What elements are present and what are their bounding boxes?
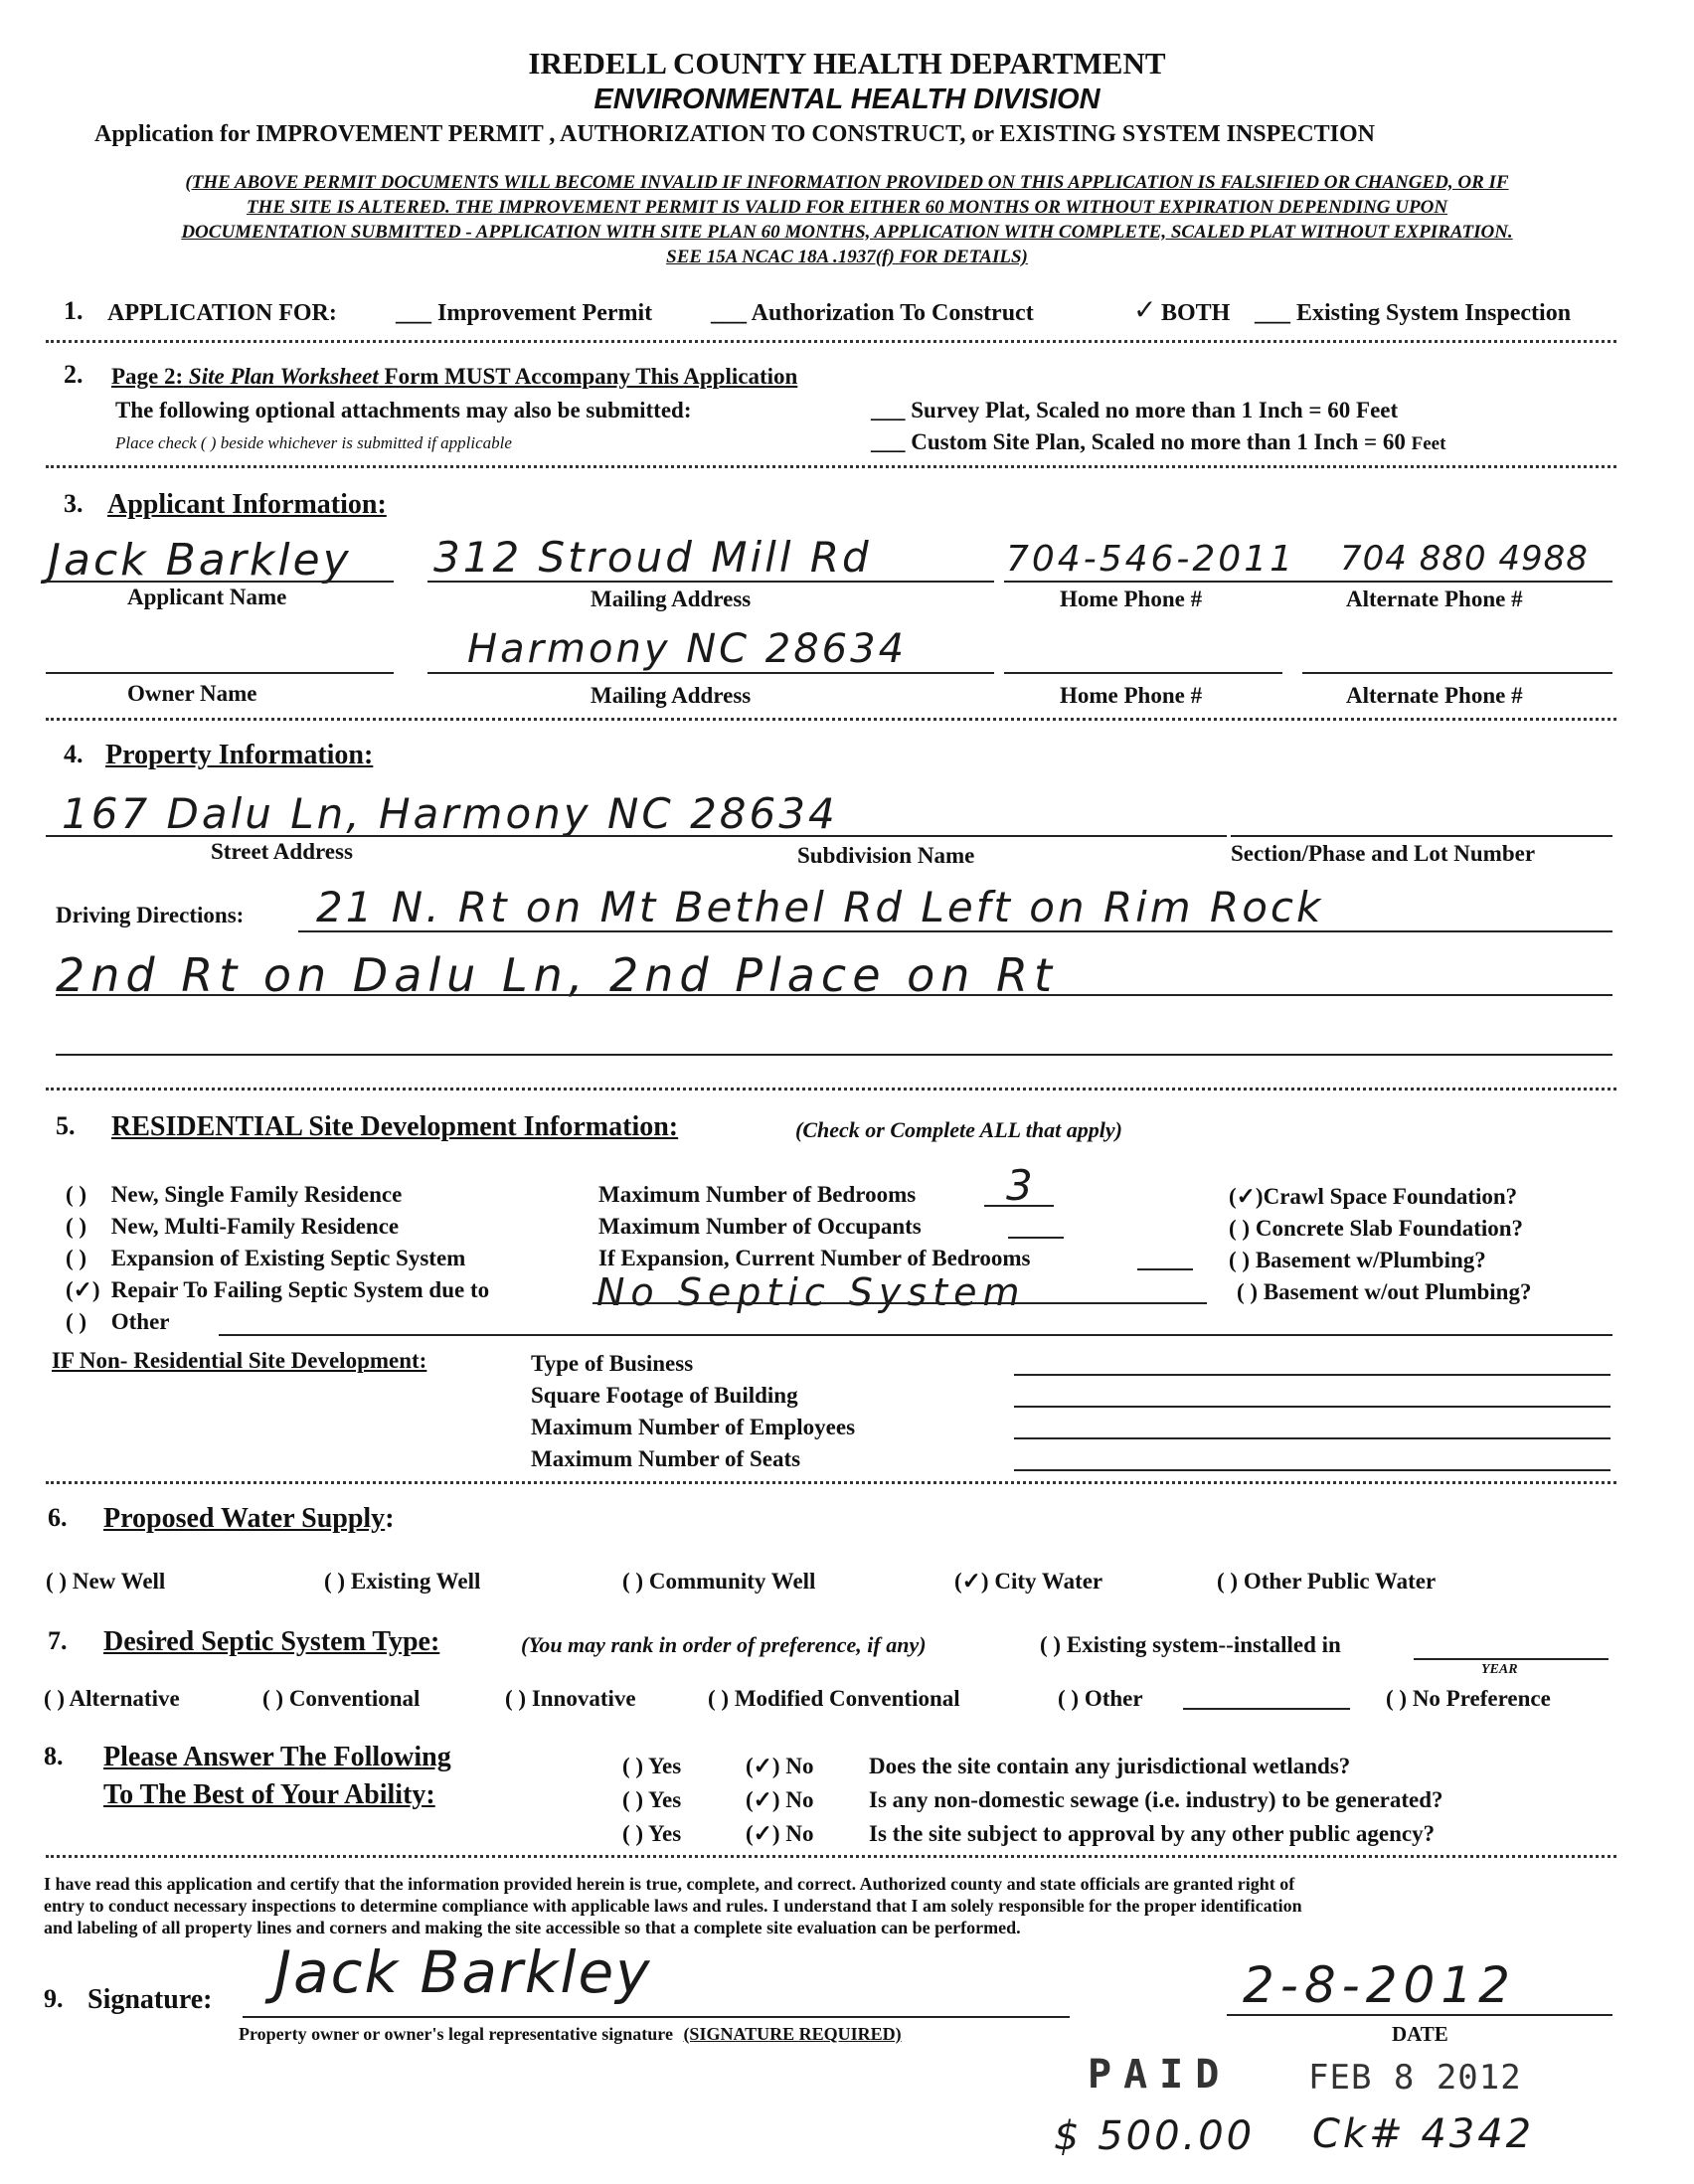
concrete-slab-label: Concrete Slab Foundation?: [1255, 1216, 1524, 1241]
expansion-option[interactable]: [66, 1243, 489, 1274]
current-bedrooms-label: If Expansion, Current Number of Bedrooms: [598, 1246, 1031, 1270]
innovative-option[interactable]: ( ) Innovative: [505, 1686, 636, 1711]
paid-stamp: PAID: [1088, 2052, 1232, 2098]
foundation-list: [1229, 1181, 1531, 1308]
max-seats-label: Maximum Number of Seats: [531, 1446, 801, 1471]
improvement-permit-option[interactable]: ___ Improvement Permit: [396, 300, 653, 326]
home-phone-value[interactable]: 704-546-2011: [1006, 539, 1296, 580]
division-title: ENVIRONMENTAL HEALTH DIVISION: [593, 84, 1101, 115]
occupancy-fields: [598, 1179, 1030, 1274]
existing-system-year-line: [1414, 1658, 1609, 1660]
survey-plat-option[interactable]: ___ Survey Plat, Scaled no more than 1 Inch = 60 Feet: [871, 398, 1399, 422]
crawl-space-checkbox[interactable]: (✓): [1229, 1184, 1264, 1209]
other-line: [219, 1334, 1612, 1336]
city-water-checkbox[interactable]: (✓): [954, 1569, 989, 1594]
divider: [46, 465, 1616, 468]
sewage-question: Is any non-domestic sewage (i.e. industry) to be generated?: [869, 1787, 1443, 1812]
other-septic-option[interactable]: ( ) Other: [1058, 1686, 1143, 1711]
mailing-address-value[interactable]: 312 Stroud Mill Rd: [433, 533, 872, 582]
other-septic-line: [1183, 1708, 1350, 1710]
expansion-checkbox[interactable]: ( ): [66, 1246, 87, 1270]
wetlands-no[interactable]: (✓) No: [746, 1754, 814, 1778]
owner-name-line: [46, 672, 394, 674]
max-bedrooms-label: Maximum Number of Bedrooms: [598, 1182, 917, 1207]
multi-family-label: New, Multi-Family Residence: [110, 1214, 400, 1239]
property-info-title: Property Information:: [105, 740, 374, 770]
single-family-label: New, Single Family Residence: [110, 1182, 403, 1207]
other-label: Other: [110, 1309, 170, 1334]
city-water-label: City Water: [994, 1569, 1103, 1594]
max-employees-line: [1014, 1437, 1610, 1439]
basement-plumbing-checkbox[interactable]: ( ): [1229, 1248, 1251, 1272]
questions-column: [869, 1750, 1443, 1851]
answer-following-title: Please Answer The Following: [103, 1742, 451, 1772]
certification-line: entry to conduct necessary inspections to determine compliance with applicable laws and rules. I understand that I am solely responsible for the proper identification: [44, 1896, 1302, 1916]
water-supply-title: [103, 1503, 395, 1535]
community-well-checkbox[interactable]: ( ): [622, 1569, 644, 1594]
modified-conventional-option[interactable]: ( ) Modified Conventional: [708, 1686, 960, 1711]
type-of-business-line: [1014, 1374, 1610, 1376]
authorization-option[interactable]: ___ Authorization To Construct: [711, 300, 1034, 326]
square-footage-label: Square Footage of Building: [531, 1383, 798, 1408]
site-plan-notice-c: Form MUST Accompany This Application: [384, 364, 798, 389]
basement-no-plumbing-label: Basement w/out Plumbing?: [1263, 1279, 1532, 1304]
alternate-phone-line: [1302, 581, 1612, 583]
date-value[interactable]: 2-8-2012: [1243, 1956, 1516, 2014]
new-well-checkbox[interactable]: ( ): [46, 1569, 68, 1594]
septic-type-title: Desired Septic System Type:: [103, 1626, 440, 1657]
custom-site-plan-option[interactable]: [871, 429, 1445, 455]
signature-caption-text: Property owner or owner's legal representative signature: [239, 2024, 673, 2044]
date-label: DATE: [1392, 2022, 1448, 2046]
other-public-water-option[interactable]: [1217, 1569, 1436, 1595]
applicant-signature[interactable]: Jack Barkley: [274, 1938, 652, 2006]
certification-line: I have read this application and certify that the information provided herein is true, complete, and correct. Authorized county and state officials are granted right of: [44, 1874, 1295, 1894]
section-phase-lot-label: Section/Phase and Lot Number: [1231, 841, 1536, 866]
owner-alt-phone-line: [1302, 672, 1612, 674]
alternative-option[interactable]: ( ) Alternative: [44, 1686, 180, 1711]
basement-plumbing-option[interactable]: [1229, 1245, 1531, 1276]
owner-home-phone-line: [1004, 672, 1282, 674]
section-5-number: 5.: [56, 1111, 76, 1140]
multi-family-option[interactable]: [66, 1211, 489, 1243]
multi-family-checkbox[interactable]: ( ): [66, 1214, 87, 1239]
failure-reason-line: [593, 1302, 1207, 1304]
notice-line: THE SITE IS ALTERED. THE IMPROVEMENT PERMIT IS VALID FOR EITHER 60 MONTHS OR WITHOUT EXPIRATION DEPENDING UPON: [246, 197, 1448, 218]
notice-line: SEE 15A NCAC 18A .1937(f) FOR DETAILS): [666, 247, 1028, 267]
single-family-option[interactable]: [66, 1179, 489, 1211]
validity-notice: [0, 170, 1694, 269]
repair-checkbox[interactable]: (✓): [66, 1277, 100, 1302]
owner-alt-phone-label: Alternate Phone #: [1346, 683, 1523, 708]
owner-address-line: [427, 672, 994, 674]
septic-type-subtitle: (You may rank in order of preference, if any): [521, 1632, 927, 1657]
department-title: IREDELL COUNTY HEALTH DEPARTMENT: [528, 46, 1166, 81]
custom-site-plan-label: ___ Custom Site Plan, Scaled no more than 1 Inch = 60: [871, 429, 1406, 454]
applicant-name-line: [46, 581, 394, 583]
basement-no-plumbing-option[interactable]: [1237, 1276, 1531, 1308]
signature-required: (SIGNATURE REQUIRED): [683, 2024, 902, 2044]
signature-label: Signature:: [87, 1984, 213, 2015]
directions-line-2-value[interactable]: 2nd Rt on Dalu Ln, 2nd Place on Rt: [56, 948, 1059, 1002]
property-line: [46, 835, 1227, 837]
community-well-label: Community Well: [648, 1569, 816, 1594]
home-phone-label: Home Phone #: [1060, 587, 1203, 611]
site-plan-notice-b: Site Plan Worksheet: [188, 364, 379, 389]
other-public-water-checkbox[interactable]: ( ): [1217, 1569, 1239, 1594]
max-employees-label: Maximum Number of Employees: [531, 1415, 856, 1439]
existing-well-label: Existing Well: [350, 1569, 481, 1594]
both-check-mark: ✓: [1133, 293, 1160, 326]
section-7-number: 7.: [48, 1626, 68, 1655]
agency-yes[interactable]: ( ) Yes: [622, 1821, 682, 1846]
failure-reason-value[interactable]: No Septic System: [596, 1270, 1026, 1314]
max-occupants-label: Maximum Number of Occupants: [598, 1214, 922, 1239]
applicant-info-title: Applicant Information:: [107, 489, 387, 520]
year-label: YEAR: [1481, 1662, 1518, 1677]
owner-name-label: Owner Name: [127, 681, 257, 706]
directions-line-1-value[interactable]: 21 N. Rt on Mt Bethel Rd Left on Rim Rock: [316, 883, 1324, 931]
agency-question: Is the site subject to approval by any other public agency?: [869, 1821, 1436, 1846]
city-water-option[interactable]: [954, 1569, 1102, 1595]
paid-stamp-date: FEB 8 2012: [1308, 2058, 1522, 2098]
crawl-space-label: Crawl Space Foundation?: [1263, 1184, 1518, 1209]
no-column: [746, 1750, 813, 1851]
signature-caption: [239, 2024, 902, 2045]
custom-site-plan-unit: Feet: [1411, 433, 1446, 454]
expansion-label: Expansion of Existing Septic System: [110, 1246, 466, 1270]
optional-attachments-text: The following optional attachments may also be submitted:: [115, 398, 692, 422]
yes-column: [622, 1750, 681, 1851]
best-ability-title: To The Best of Your Ability:: [103, 1779, 435, 1810]
divider: [46, 1481, 1616, 1484]
community-well-option[interactable]: [622, 1569, 815, 1595]
both-option[interactable]: BOTH: [1161, 300, 1231, 326]
lot-number-line: [1231, 835, 1612, 837]
street-address-label: Street Address: [211, 839, 353, 864]
date-line: [1227, 2014, 1612, 2016]
notice-line: DOCUMENTATION SUBMITTED - APPLICATION WITH SITE PLAN 60 MONTHS, APPLICATION WITH COMPLETE, SCALED PLAT WITHOUT EXPIRATION.: [181, 222, 1513, 243]
residential-title: RESIDENTIAL Site Development Information:: [111, 1111, 679, 1142]
section-2-number: 2.: [64, 360, 84, 389]
new-well-label: New Well: [72, 1569, 166, 1594]
certification-line: and labeling of all property lines and corners and making the site accessible so that a complete site evaluation can be performed.: [44, 1918, 1021, 1937]
application-title: Application for IMPROVEMENT PERMIT , AUTHORIZATION TO CONSTRUCT, or EXISTING SYSTEM INSPECTION: [94, 121, 1375, 147]
other-checkbox[interactable]: ( ): [66, 1309, 87, 1334]
non-residential-title: IF Non- Residential Site Development:: [52, 1348, 427, 1373]
divider: [46, 718, 1616, 721]
water-supply-colon: :: [385, 1503, 395, 1534]
home-phone-line: [1004, 581, 1302, 583]
owner-address-label: Mailing Address: [591, 683, 752, 708]
applicant-name-value[interactable]: Jack Barkley: [48, 535, 352, 586]
payment-amount: $ 500.00: [1054, 2113, 1256, 2159]
signature-line: [243, 2016, 1070, 2018]
non-residential-fields: [531, 1348, 855, 1475]
wetlands-question: Does the site contain any jurisdictional wetlands?: [869, 1754, 1351, 1778]
directions-line-3: [56, 1054, 1612, 1056]
concrete-slab-checkbox[interactable]: ( ): [1229, 1216, 1251, 1241]
divider: [46, 340, 1616, 343]
max-bedrooms-value[interactable]: 3: [1006, 1161, 1036, 1210]
existing-inspection-option[interactable]: ___ Existing System Inspection: [1255, 300, 1572, 326]
sewage-yes[interactable]: ( ) Yes: [622, 1787, 682, 1812]
single-family-checkbox[interactable]: ( ): [66, 1182, 87, 1207]
place-check-instruction: Place check ( ) beside whichever is submitted if applicable: [115, 433, 512, 452]
basement-plumbing-label: Basement w/Plumbing?: [1255, 1248, 1486, 1272]
section-4-number: 4.: [64, 740, 84, 768]
existing-system-option[interactable]: ( ) Existing system--installed in: [1040, 1632, 1341, 1657]
alternate-phone-label: Alternate Phone #: [1346, 587, 1523, 611]
other-public-water-label: Other Public Water: [1243, 1569, 1437, 1594]
street-address-value[interactable]: 167 Dalu Ln, Harmony NC 28634: [62, 789, 838, 838]
max-bedrooms-line: [984, 1205, 1054, 1207]
divider: [46, 1088, 1616, 1091]
square-footage-line: [1014, 1406, 1610, 1408]
site-plan-notice-a: Page 2:: [111, 364, 184, 389]
water-supply-title-text: Proposed Water Supply: [103, 1503, 386, 1534]
divider: [46, 1855, 1616, 1858]
section-8-number: 8.: [44, 1742, 64, 1770]
no-preference-option[interactable]: ( ) No Preference: [1386, 1686, 1551, 1711]
section-6-number: 6.: [48, 1503, 68, 1532]
owner-home-phone-label: Home Phone #: [1060, 683, 1203, 708]
directions-line-2: [56, 994, 1612, 996]
mailing-address-line: [427, 581, 994, 583]
concrete-slab-option[interactable]: [1229, 1213, 1531, 1245]
application-for-label: APPLICATION FOR:: [107, 300, 337, 326]
residential-subtitle: (Check or Complete ALL that apply): [795, 1117, 1122, 1142]
driving-directions-label: Driving Directions:: [56, 903, 245, 927]
certification-text: [44, 1873, 1302, 1938]
applicant-name-label: Applicant Name: [127, 585, 287, 609]
section-1-number: 1.: [64, 296, 84, 325]
directions-line-1: [298, 930, 1612, 932]
mailing-address-label: Mailing Address: [591, 587, 752, 611]
development-type-list: [66, 1179, 489, 1338]
current-bedrooms-line: [1137, 1268, 1193, 1270]
existing-well-option[interactable]: [324, 1569, 480, 1595]
basement-no-plumbing-checkbox[interactable]: ( ): [1237, 1279, 1259, 1304]
existing-well-checkbox[interactable]: ( ): [324, 1569, 346, 1594]
conventional-option[interactable]: ( ) Conventional: [262, 1686, 421, 1711]
max-occupants-line: [1008, 1237, 1064, 1239]
repair-option[interactable]: [66, 1274, 489, 1306]
agency-no[interactable]: (✓) No: [746, 1821, 814, 1846]
wetlands-yes[interactable]: ( ) Yes: [622, 1754, 682, 1778]
max-seats-line: [1014, 1469, 1610, 1471]
type-of-business-label: Type of Business: [531, 1351, 694, 1376]
section-9-number: 9.: [44, 1984, 64, 2013]
sewage-no[interactable]: (✓) No: [746, 1787, 814, 1812]
alternate-phone-value[interactable]: 704 880 4988: [1340, 539, 1589, 579]
notice-line: (THE ABOVE PERMIT DOCUMENTS WILL BECOME INVALID IF INFORMATION PROVIDED ON THIS APPLICATION IS FALSIFIED OR CHANGED, OR IF: [185, 172, 1509, 193]
crawl-space-option[interactable]: [1229, 1181, 1531, 1213]
repair-label: Repair To Failing Septic System due to: [110, 1277, 490, 1302]
check-number: Ck# 4342: [1312, 2111, 1535, 2157]
new-well-option[interactable]: [46, 1569, 165, 1595]
mailing-address-2-value[interactable]: Harmony NC 28634: [467, 626, 908, 672]
section-3-number: 3.: [64, 489, 84, 518]
site-plan-notice: [111, 364, 797, 390]
subdivision-name-label: Subdivision Name: [797, 843, 975, 868]
